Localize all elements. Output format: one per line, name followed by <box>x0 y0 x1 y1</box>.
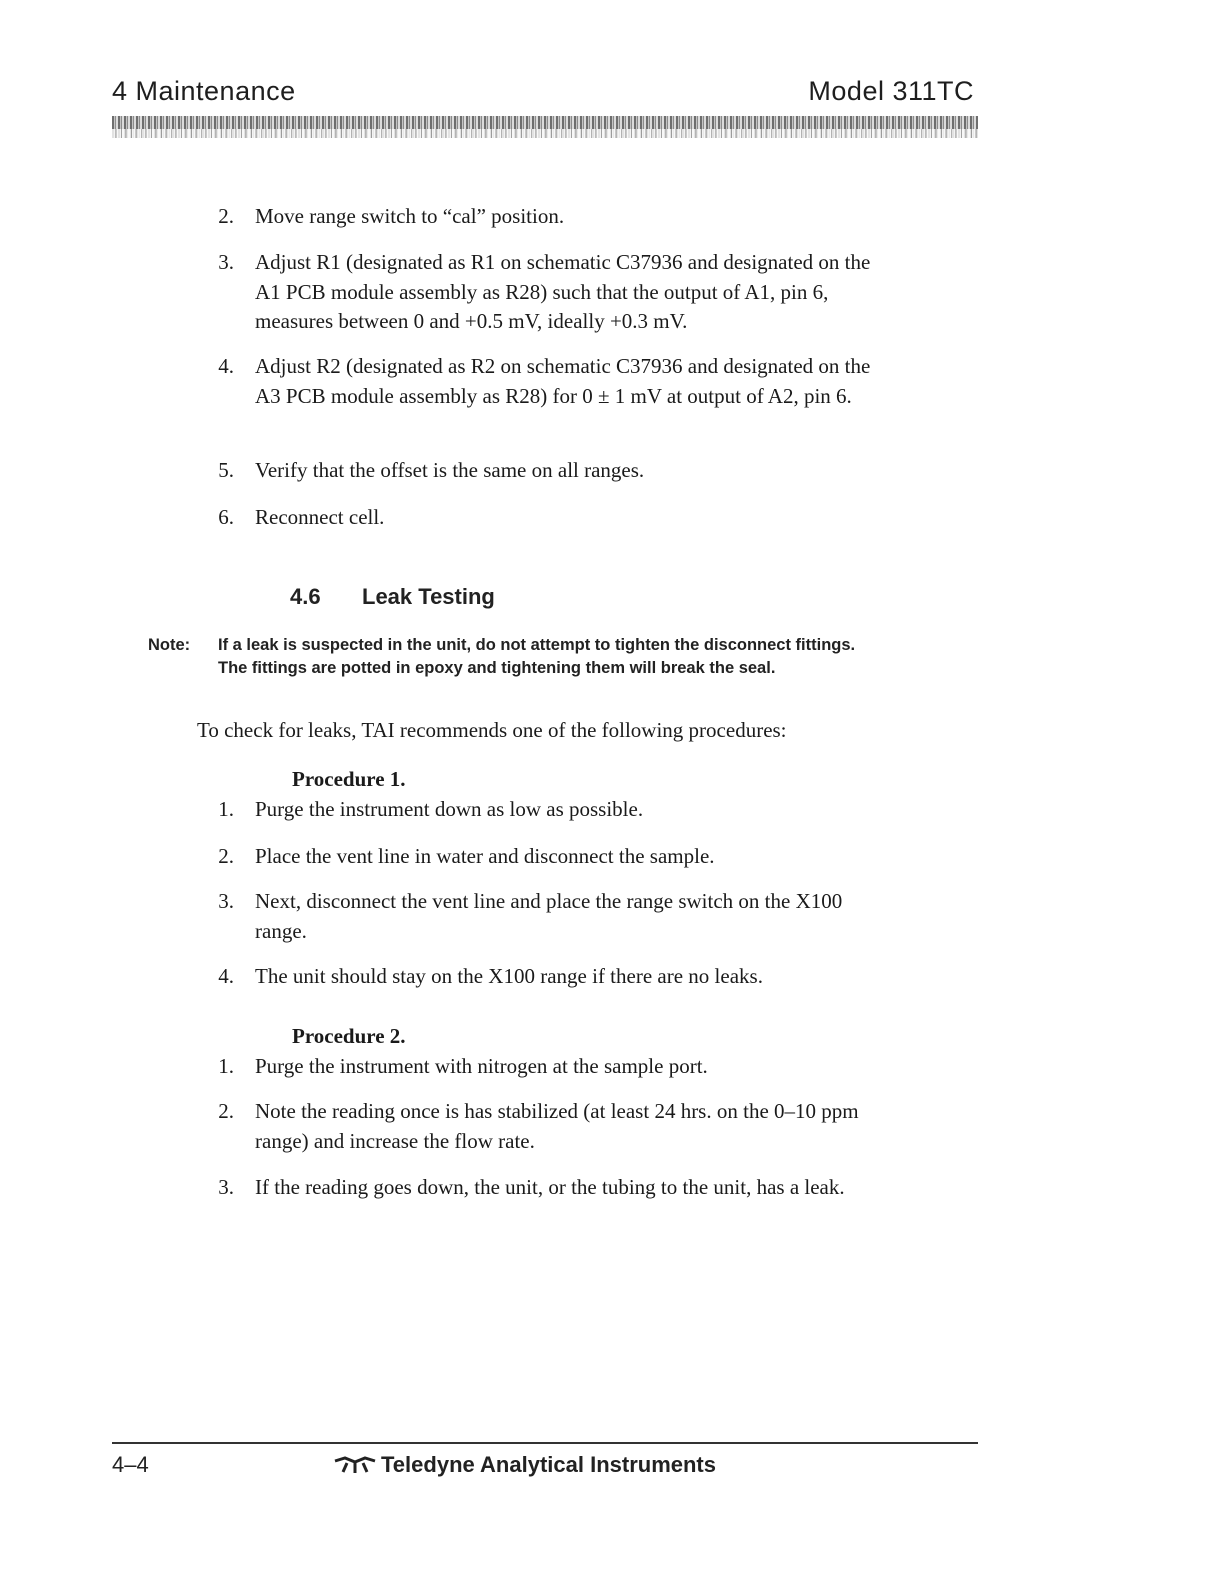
step-number: 2. <box>218 204 234 228</box>
step-text: Reconnect cell. <box>255 505 385 529</box>
step-number: 4. <box>218 964 234 988</box>
header-divider-bar <box>112 116 978 138</box>
footer-rule <box>112 1442 978 1444</box>
step-text: Purge the instrument down as low as possible. <box>255 797 644 821</box>
step-text: Move range switch to “cal” position. <box>255 204 565 228</box>
section-number: 4.6 <box>290 584 321 609</box>
step-number: 4. <box>218 354 234 378</box>
step-text: The unit should stay on the X100 range if there are no leaks. <box>255 964 763 988</box>
step-number: 5. <box>218 458 234 482</box>
step-number: 3. <box>218 1175 234 1199</box>
teledyne-logo-icon <box>333 1452 377 1476</box>
step-number: 1. <box>218 1054 234 1078</box>
step-text: Verify that the offset is the same on all ranges. <box>255 458 645 482</box>
header-section-title: 4 Maintenance <box>112 76 296 106</box>
step-text: Next, disconnect the vent line and place the range switch on the X100 range. <box>255 889 843 943</box>
step-number: 2. <box>218 844 234 868</box>
step-number: 1. <box>218 797 234 821</box>
section-title: Leak Testing <box>362 584 495 609</box>
note-label: Note: <box>148 636 191 654</box>
note-text: If a leak is suspected in the unit, do not attempt to tighten the disconnect fittings. The fittings are potted in epoxy and tightening them will break the seal. <box>218 636 856 677</box>
header-model-title: Model 311TC <box>808 76 974 106</box>
step-text: Adjust R1 (designated as R1 on schematic C37936 and designated on the A1 PCB module assembly as R28) such that the output of A1, pin 6, measures between 0 and +0.5 mV, ideally +0.3 mV. <box>255 250 871 333</box>
intro-paragraph: To check for leaks, TAI recommends one of the following procedures: <box>197 718 787 742</box>
step-text: If the reading goes down, the unit, or the tubing to the unit, has a leak. <box>255 1175 845 1199</box>
step-text: Adjust R2 (designated as R2 on schematic C37936 and designated on the A3 PCB module assembly as R28) for 0 ± 1 mV at output of A2, pin 6. <box>255 354 871 408</box>
footer-page-number: 4–4 <box>112 1452 149 1477</box>
step-number: 3. <box>218 889 234 913</box>
procedure-1-title: Procedure 1. <box>292 767 406 791</box>
step-text: Purge the instrument with nitrogen at the sample port. <box>255 1054 708 1078</box>
step-text: Note the reading once is has stabilized (at least 24 hrs. on the 0–10 ppm range) and increase the flow rate. <box>255 1099 859 1153</box>
step-text: Place the vent line in water and disconnect the sample. <box>255 844 715 868</box>
step-number: 6. <box>218 505 234 529</box>
step-number: 2. <box>218 1099 234 1123</box>
step-number: 3. <box>218 250 234 274</box>
footer-brand-name: Teledyne Analytical Instruments <box>381 1452 716 1477</box>
procedure-2-title: Procedure 2. <box>292 1024 406 1048</box>
